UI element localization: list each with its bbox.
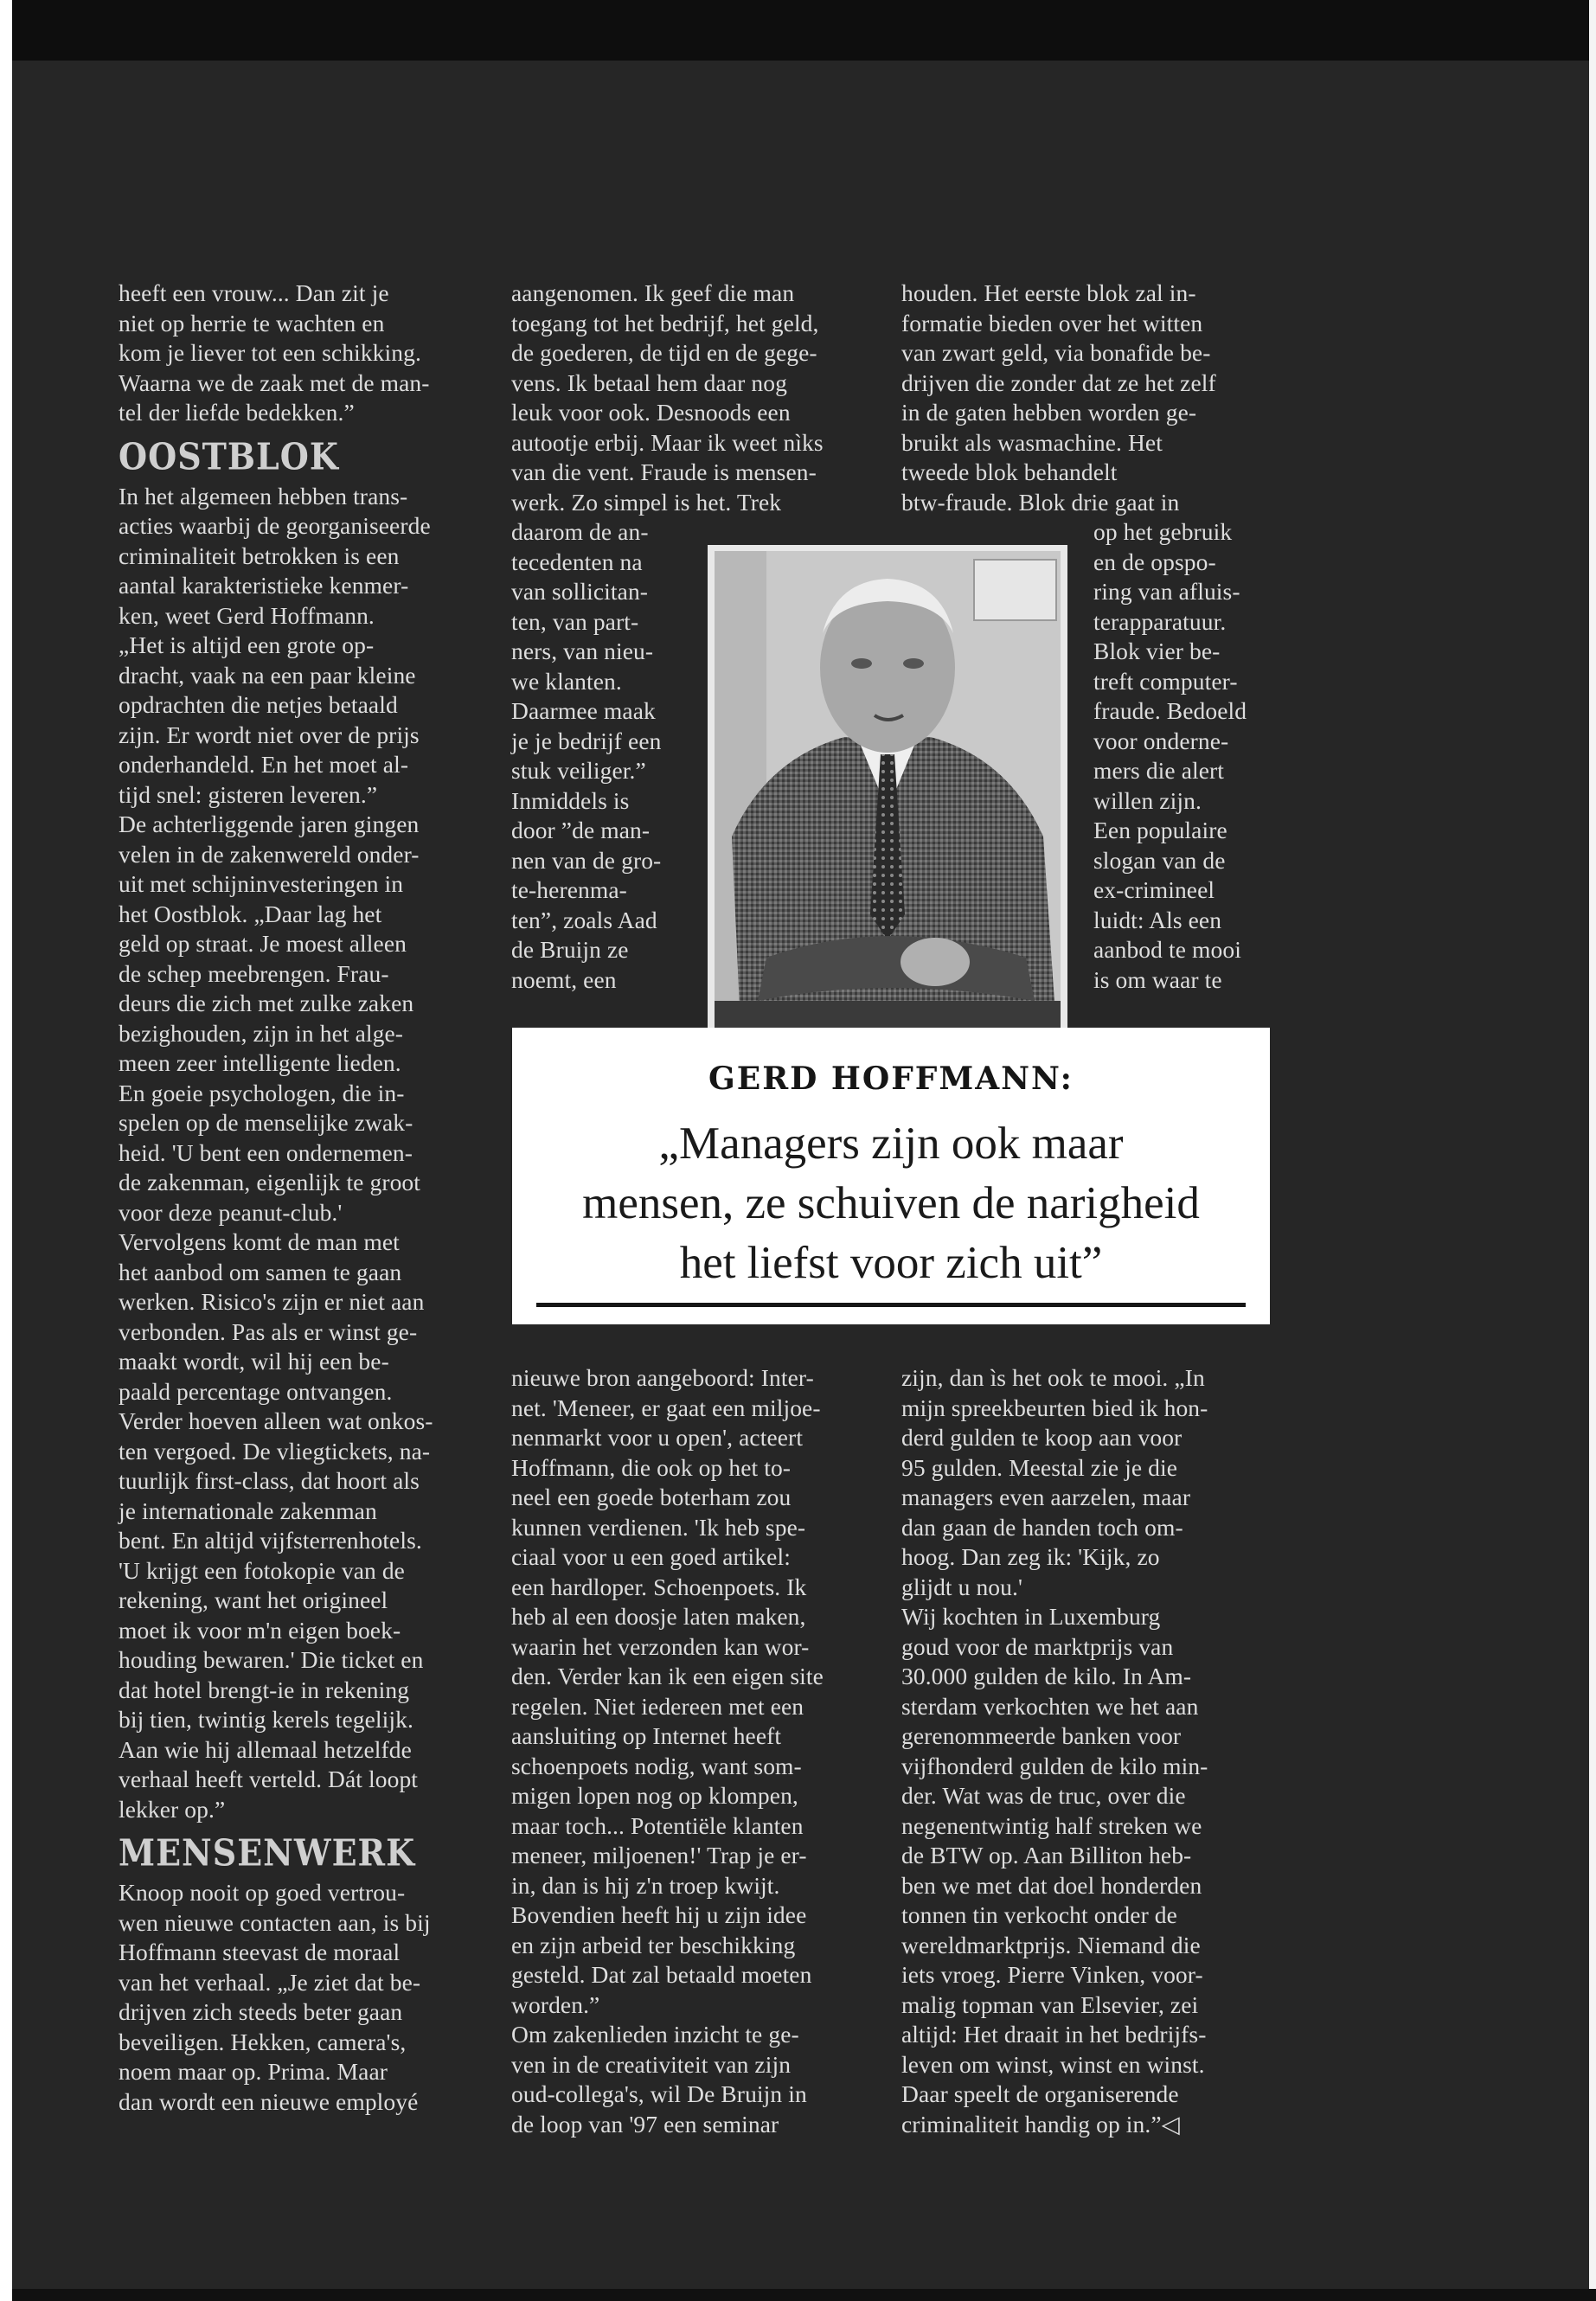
col1-intro: heeft een vrouw... Dan zit je niet op herrie te wachten en kom je liever tot een schikking. Waarna we de zaak met de man- tel der liefde bedekken.” <box>119 279 430 426</box>
section-heading-mensenwerk: MENSENWERK <box>119 1830 416 1875</box>
column-2-top: aangenomen. Ik geef die man toegang tot het bedrijf, het geld, de goederen, de tijd en de gege- vens. Ik betaal hem daar nog leuk voor ook. Desnoods een autootje erbij. Maar ik weet nìks van die vent. Fraude is mensen- werk. Zo simpel is het. Trek daarom de an- tecedenten na van sollicitan- ten, van part- ners, van nieu- we klanten. Daarmee maak je je bedrijf een stuk veiliger.” Inmiddels is door ”de man- nen van de gro- te-herenma- ten”, zoals Aad de Bruijn ze noemt, een <box>511 279 892 995</box>
column-1 <box>119 279 490 2117</box>
pull-quote-text: „Managers zijn ook maar mensen, ze schuiven de narigheid het liefst voor zich uit” <box>582 1118 1200 1288</box>
portrait-photo <box>708 545 1067 1034</box>
section-heading-oostblok: OOSTBLOK <box>119 434 339 478</box>
top-border <box>12 0 1596 61</box>
pull-quote-speaker: GERD HOFFMANN: <box>708 1061 1074 1097</box>
col3-narrow-wrap: op het gebruik en de opspo- ring van afluis- terapparatuur. Blok vier be- treft computer- fraude. Bedoeld voor onderne- mers die alert willen zijn. Een populaire slogan van de ex-crimineel luidt: Als een aanbod te mooi is om waar te <box>1093 518 1247 993</box>
magazine-page <box>12 0 1596 2301</box>
column-2-bottom: nieuwe bron aangeboord: Inter- net. 'Meneer, er gaat een miljoe- nenmarkt voor u open', acteert Hoffmann, die ook op het to- neel een goede boterham zou kunnen verdienen. 'Ik heb spe- ciaal voor u een goed artikel: een hardloper. Schoenpoets. Ik heb al een doosje laten maken, waarin het verzonden kan wor- den. Verder kan ik een eigen site regelen. Niet iedereen met een aansluiting op Internet heeft schoenpoets nodig, want som- migen lopen nog op klompen, maar toch... Potentiële klanten meneer, miljoenen!' Trap je er- in, dan is hij z'n troep kwijt. Bovendien heeft hij u zijn idee en zijn arbeid ter beschikking gesteld. Dat zal betaald moeten worden.” Om zakenlieden inzicht te ge- ven in de creativiteit van zijn oud-collega's, wil De Bruijn in de loop van '97 een seminar <box>511 1364 824 2138</box>
column-3-top: houden. Het eerste blok zal in- formatie bieden over het witten van zwart geld, via bonafide be- drijven die zonder dat ze het zelf in de gaten hebben worden ge- bruikt als wasmachine. Het tweede blok behandelt btw-fraude. Blok drie gaat in op het gebruik en de opspo- ring van afluis- terapparatuur. Blok vier be- treft computer- fraude. Bedoeld voor onderne- mers die alert willen zijn. Een populaire slogan van de ex-crimineel luidt: Als een aanbod te mooi is om waar te <box>901 279 1282 995</box>
col2-narrow-wrap: daarom de an- tecedenten na van sollicitan- ten, van part- ners, van nieu- we klanten. Daarmee maak je je bedrijf een stuk veiliger.” Inmiddels is door ”de man- nen van de gro- te-herenma- ten”, zoals Aad de Bruijn ze noemt, een <box>511 518 662 993</box>
pull-quote-box <box>512 1028 1270 1324</box>
portrait-illustration <box>715 551 1061 1028</box>
bottom-border <box>12 2289 1596 2301</box>
page-edge <box>1589 0 1596 2301</box>
column-3-bottom: zijn, dan ìs het ook te mooi. „In mijn spreekbeurten bied ik hon- derd gulden te koop aan voor 95 gulden. Meestal zie je die managers even aarzelen, maar dan gaan de handen toch om- hoog. Dan zeg ik: 'Kijk, zo glijdt u nou.' Wij kochten in Luxemburg goud voor de marktprijs van 30.000 gulden de kilo. In Am- sterdam verkochten we het aan gerenommeerde banken voor vijfhonderd gulden de kilo min- der. Wat was de truc, over die negenentwintig half streken we de BTW op. Aan Billiton heb- ben we met dat doel honderden tonnen tin verkocht onder de wereldmarktprijs. Niemand die iets vroeg. Pierre Vinken, voor- malig topman van Elsevier, zei altijd: Het draait in het bedrijfs- leven om winst, winst en winst. Daar speelt de organiserende criminaliteit handig op in.”◁ <box>901 1364 1208 2138</box>
col1-section-mensenwerk: Knoop nooit op goed vertrou- wen nieuwe contacten aan, is bij Hoffmann steevast de moraal van het verhaal. „Je ziet dat be- drijven zich steeds beter gaan beveiligen. Hekken, camera's, noem maar op. Prima. Maar dan wordt een nieuwe employé <box>119 1879 431 2115</box>
pull-quote-rule <box>536 1303 1246 1307</box>
col1-section-oostblok: In het algemeen hebben trans- acties waarbij de georganiseerde criminaliteit betrokken is een aantal karakteristieke kenmer- ken, weet Gerd Hoffmann. „Het is altijd een grote op- dracht, vaak na een paar kleine opdrachten die netjes betaald zijn. Er wordt niet over de prijs onderhandeld. En het moet al- tijd snel: gisteren leveren.” De achterliggende jaren gingen velen in de zakenwereld onder- uit met schijninvesteringen in het Oostblok. „Daar lag het geld op straat. Je moest alleen de schep meebrengen. Frau- deurs die zich met zulke zaken bezighouden, zijn in het alge- meen zeer intelligente lieden. En goeie psychologen, die in- spelen op de menselijke zwak- heid. 'U bent een ondernemen- de zakenman, eigenlijk te groot voor deze peanut-club.' Vervolgens komt de man met het aanbod om samen te gaan werken. Risico's zijn er niet aan verbonden. Pas als er winst ge- maakt wordt, wil hij een be- paald percentage ontvangen. Verder hoeven alleen wat onkos- ten vergoed. De vliegtickets, na- tuurlijk first-class, dat hoort als je internationale zakenman bent. En altijd vijfsterrenhotels. 'U krijgt een fotokopie van de rekening, want het origineel moet ik voor m'n eigen boek- houding bewaren.' Die ticket en dat hotel brengt-ie in rekening bij tien, twintig kerels tegelijk. Aan wie hij allemaal hetzelfde verhaal heeft verteld. Dát loopt lekker op.” <box>119 482 433 1823</box>
